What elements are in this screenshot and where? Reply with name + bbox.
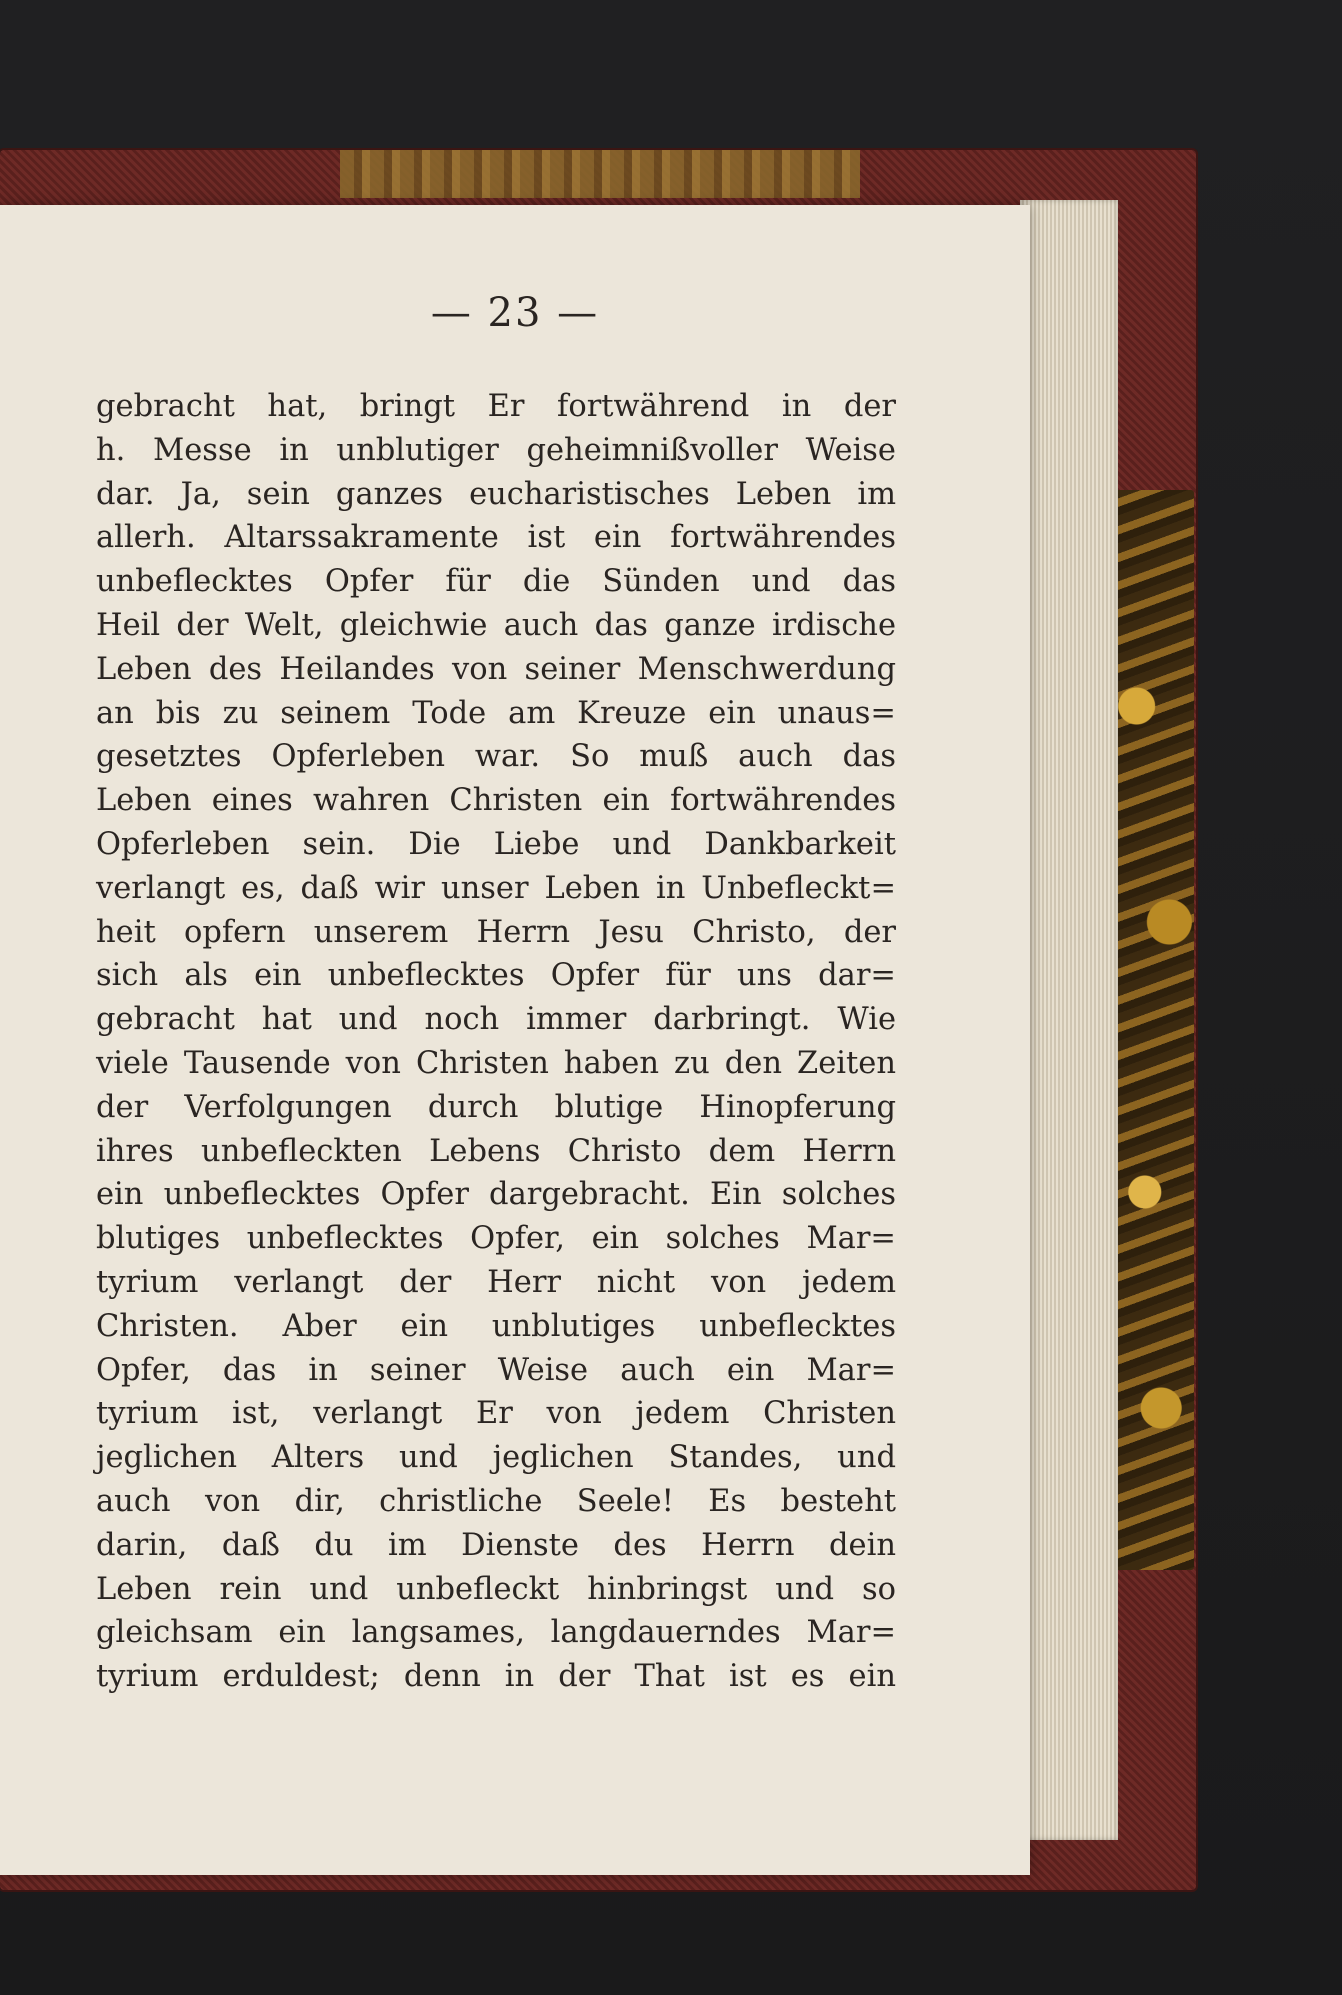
text-line: der Verfolgungen durch blutige Hinopferung xyxy=(96,1089,896,1125)
text-line: auch von dir, christliche Seele! Es besteht xyxy=(96,1483,896,1519)
text-line: heit opfern unserem Herrn Jesu Christo, der xyxy=(96,914,896,950)
text-line: dar. Ja, sein ganzes eucharistisches Leben im xyxy=(96,476,896,512)
text-line: unbeflecktes Opfer für die Sünden und das xyxy=(96,564,896,600)
page-number: — 23 — xyxy=(430,290,600,336)
text-line: ein unbeflecktes Opfer dargebracht. Ein solches xyxy=(96,1177,896,1213)
marbled-edge xyxy=(1112,490,1194,1570)
text-line: Leben des Heilandes von seiner Menschwerdung xyxy=(96,651,896,687)
text-line: Leben rein und unbefleckt hinbringst und so xyxy=(96,1571,896,1607)
text-line: gebracht hat und noch immer darbringt. Wie xyxy=(96,1002,896,1038)
text-line: gebracht hat, bringt Er fortwährend in der xyxy=(96,389,896,424)
page-edges xyxy=(1020,200,1118,1840)
text-line: h. Messe in unblutiger geheimnißvoller Weise xyxy=(96,432,896,468)
text-line: gleichsam ein langsames, langdauerndes Mar= xyxy=(96,1615,896,1651)
text-line: Heil der Welt, gleichwie auch das ganze irdische xyxy=(96,607,896,643)
text-line: sich als ein unbeflecktes Opfer für uns dar= xyxy=(96,958,896,994)
book-page xyxy=(0,205,1030,1875)
text-line: allerh. Altarssakramente ist ein fortwährendes xyxy=(96,520,896,556)
text-line: viele Tausende von Christen haben zu den Zeiten xyxy=(96,1045,896,1081)
text-line: ihres unbefleckten Lebens Christo dem Herrn xyxy=(96,1133,896,1169)
text-line: tyrium verlangt der Herr nicht von jedem xyxy=(96,1264,896,1300)
text-line: Opferleben sein. Die Liebe und Dankbarkeit xyxy=(96,826,896,862)
text-line: Christen. Aber ein unblutiges unbeflecktes xyxy=(96,1308,896,1344)
text-line: jeglichen Alters und jeglichen Standes, und xyxy=(96,1440,896,1476)
text-line: gesetztes Opferleben war. So muß auch das xyxy=(96,739,896,775)
text-line: tyrium ist, verlangt Er von jedem Christen xyxy=(96,1396,896,1432)
text-line: blutiges unbeflecktes Opfer, ein solches Mar= xyxy=(96,1221,896,1257)
text-line: tyrium erduldest; denn in der That ist es ein xyxy=(96,1659,896,1695)
text-line: Opfer, das in seiner Weise auch ein Mar= xyxy=(96,1352,896,1388)
text-line: Leben eines wahren Christen ein fortwährendes xyxy=(96,783,896,819)
cover-ornament-strip xyxy=(340,150,860,198)
text-line: darin, daß du im Dienste des Herrn dein xyxy=(96,1527,896,1563)
text-line: an bis zu seinem Tode am Kreuze ein unaus= xyxy=(96,695,896,731)
text-line: verlangt es, daß wir unser Leben in Unbefleckt= xyxy=(96,870,896,906)
page-body-text xyxy=(96,385,896,1699)
